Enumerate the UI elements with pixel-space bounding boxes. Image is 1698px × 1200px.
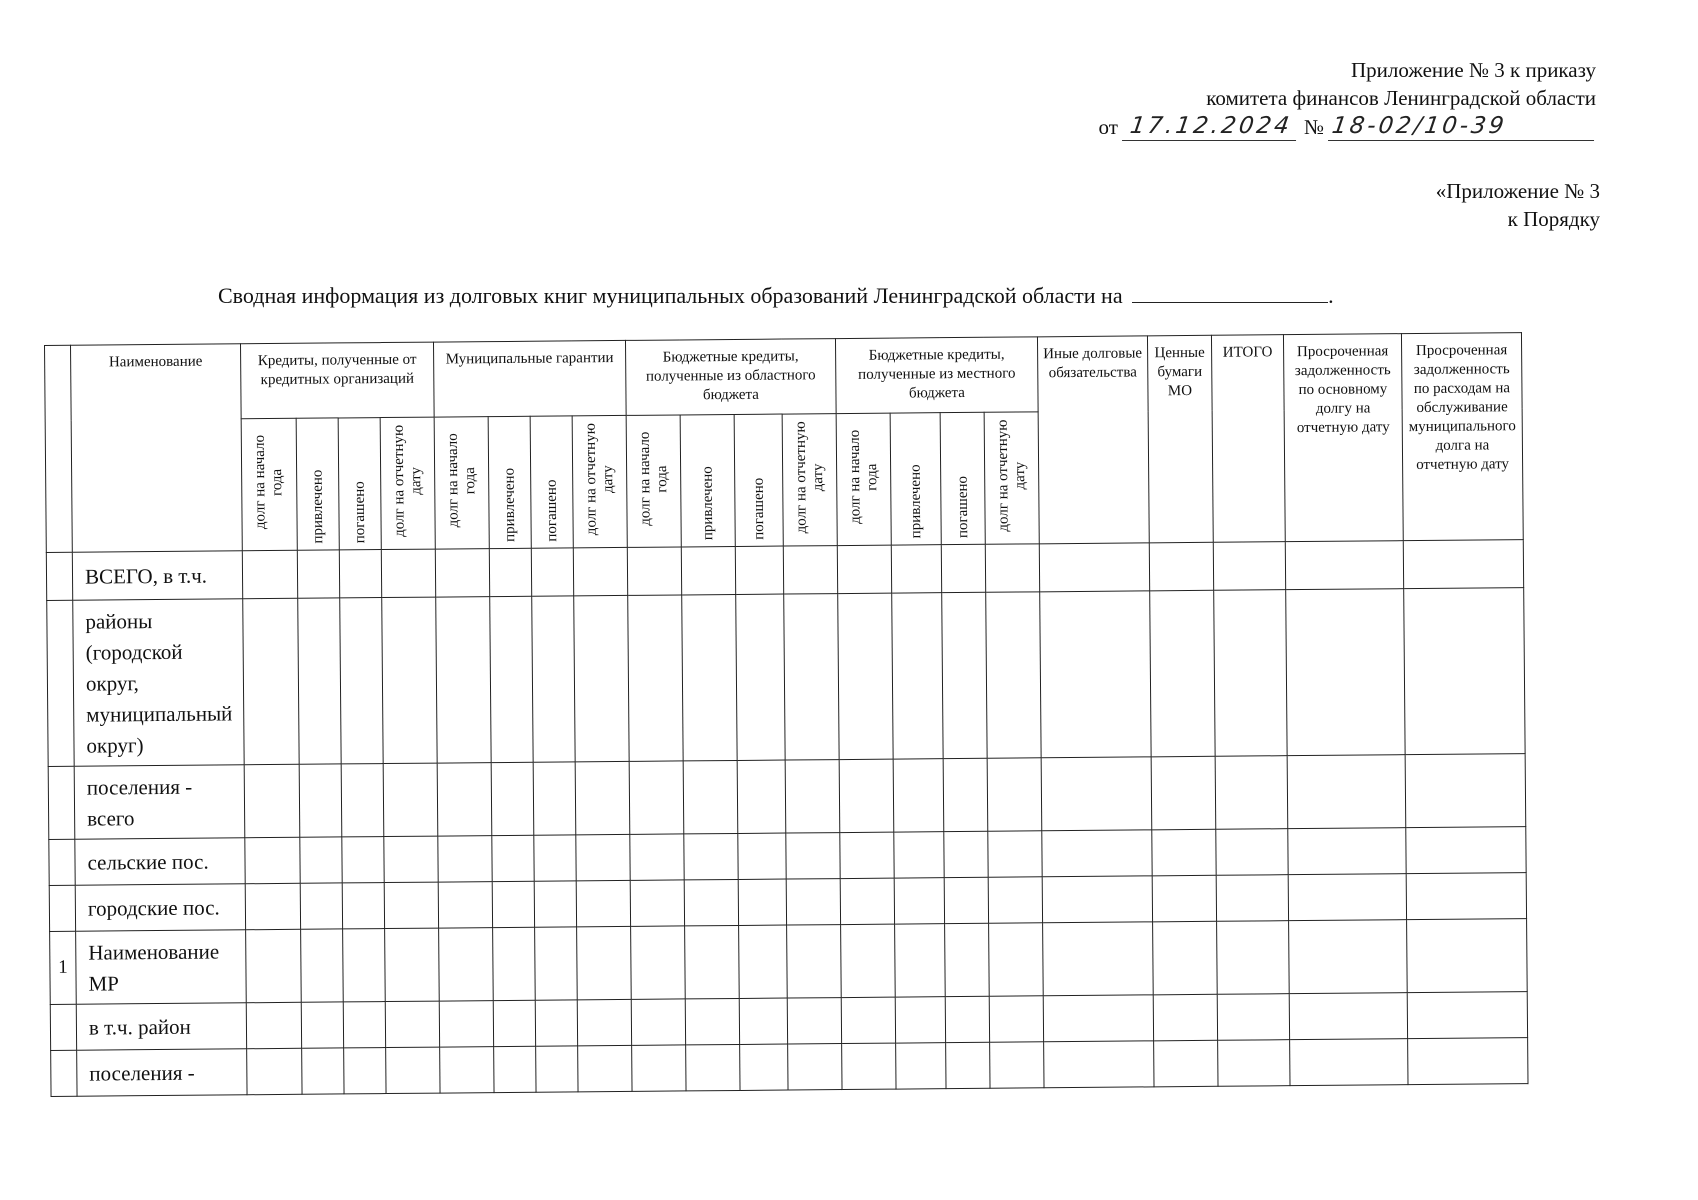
index-header-cell <box>45 345 73 552</box>
empty-value-cell <box>383 763 438 836</box>
subheader-repaid: погашено <box>543 479 560 542</box>
empty-value-cell <box>492 835 534 881</box>
empty-value-cell <box>343 929 386 1002</box>
subheader-attracted: привлечено <box>907 464 924 539</box>
empty-value-cell <box>1213 542 1285 591</box>
subheader-cell <box>782 414 837 546</box>
empty-value-cell <box>985 544 1039 592</box>
empty-value-cell <box>837 545 891 593</box>
procedure-appendix-line1: «Приложение № 3 <box>1435 179 1600 203</box>
empty-value-cell <box>535 927 578 1000</box>
empty-value-cell <box>1405 754 1526 828</box>
empty-value-cell <box>300 883 342 929</box>
row-index-cell <box>50 1004 76 1050</box>
empty-value-cell <box>577 999 631 1045</box>
empty-value-cell <box>735 546 783 594</box>
empty-value-cell <box>894 832 944 878</box>
handwritten-order-date: 17.12.2024 <box>1122 112 1300 141</box>
empty-value-cell <box>1406 827 1526 874</box>
empty-value-cell <box>342 883 384 929</box>
subheader-cell <box>338 418 381 550</box>
empty-value-cell <box>578 1045 632 1091</box>
header-other-obligations: Иные долговые обязательства <box>1037 336 1149 544</box>
empty-value-cell <box>892 593 943 759</box>
number-sign: № <box>1303 115 1324 139</box>
group-header-local-budget-credits: Бюджетные кредиты, полученные из местного бюджета <box>835 337 1038 414</box>
empty-value-cell <box>682 594 737 760</box>
empty-value-cell <box>439 928 494 1001</box>
empty-value-cell <box>341 764 384 837</box>
empty-value-cell <box>385 1001 439 1047</box>
subheader-cell <box>296 418 339 550</box>
subheader-repaid: погашено <box>351 481 368 544</box>
empty-value-cell <box>574 595 629 761</box>
empty-value-cell <box>1041 757 1152 831</box>
row-label: поселения - <box>77 1049 247 1096</box>
empty-value-cell <box>1403 540 1523 589</box>
empty-value-cell <box>1152 829 1216 876</box>
subheader-cell <box>488 416 531 548</box>
empty-value-cell <box>1290 1039 1408 1086</box>
empty-value-cell <box>490 596 533 762</box>
empty-value-cell <box>1039 543 1149 592</box>
empty-value-cell <box>492 881 534 927</box>
subheader-debt-report: долг на отчетную дату <box>994 419 1028 532</box>
subheader-repaid: погашено <box>750 477 767 540</box>
empty-value-cell <box>842 1043 896 1089</box>
empty-value-cell <box>1044 1041 1154 1088</box>
empty-value-cell <box>244 764 300 837</box>
empty-value-cell <box>1287 755 1406 829</box>
empty-value-cell <box>435 549 489 597</box>
empty-value-cell <box>787 998 841 1044</box>
group-header-credit-orgs: Кредиты, полученные от кредитных организаций <box>240 342 434 419</box>
empty-value-cell <box>1286 589 1405 756</box>
empty-value-cell <box>535 1000 577 1046</box>
order-header <box>976 56 1596 141</box>
empty-value-cell <box>840 832 894 878</box>
empty-value-cell <box>1288 828 1406 875</box>
empty-value-cell <box>344 1048 386 1094</box>
empty-value-cell <box>989 923 1044 996</box>
empty-value-cell <box>301 929 344 1002</box>
empty-value-cell <box>987 758 1042 831</box>
empty-value-cell <box>684 879 738 925</box>
table-row <box>47 588 1525 767</box>
empty-value-cell <box>685 925 740 998</box>
empty-value-cell <box>533 762 576 835</box>
row-index-cell <box>49 839 75 885</box>
empty-value-cell <box>946 1042 990 1088</box>
empty-value-cell <box>840 878 894 924</box>
empty-value-cell <box>1407 992 1527 1039</box>
subheader-cell <box>572 415 627 547</box>
empty-value-cell <box>343 1002 385 1048</box>
row-index-cell <box>47 600 74 766</box>
subheader-cell <box>434 417 489 549</box>
empty-value-cell <box>1152 875 1216 922</box>
empty-value-cell <box>785 760 840 833</box>
empty-value-cell <box>945 996 989 1042</box>
row-index-cell <box>46 552 72 600</box>
empty-value-cell <box>684 833 738 879</box>
empty-value-cell <box>1042 830 1152 877</box>
empty-value-cell <box>1289 920 1408 994</box>
empty-value-cell <box>787 925 842 998</box>
empty-value-cell <box>1043 922 1154 996</box>
subheader-cell <box>984 412 1039 544</box>
empty-value-cell <box>534 835 576 881</box>
empty-value-cell <box>896 1043 946 1089</box>
empty-value-cell <box>245 837 300 883</box>
handwritten-order-number: 18-02/10-39 <box>1328 112 1598 141</box>
row-label: сельские пос. <box>75 838 245 885</box>
table-row <box>48 754 1526 840</box>
table-row <box>50 919 1528 1005</box>
appendix-line: Приложение № 3 к приказу <box>1351 58 1596 82</box>
name-header: Наименование <box>71 344 243 552</box>
header-total: ИТОГО <box>1211 335 1285 543</box>
procedure-appendix-line2: к Порядку <box>1507 207 1600 231</box>
empty-value-cell <box>986 592 1041 758</box>
empty-value-cell <box>737 760 786 833</box>
empty-value-cell <box>1216 829 1288 876</box>
empty-value-cell <box>1404 588 1525 755</box>
empty-value-cell <box>1285 541 1403 590</box>
empty-value-cell <box>841 924 896 997</box>
empty-value-cell <box>944 877 988 923</box>
empty-value-cell <box>627 547 681 595</box>
row-label: ВСЕГО, в т.ч. <box>72 551 242 600</box>
empty-value-cell <box>577 926 632 999</box>
empty-value-cell <box>493 1000 535 1046</box>
empty-value-cell <box>437 763 492 836</box>
empty-value-cell <box>683 760 738 833</box>
empty-value-cell <box>301 1002 343 1048</box>
table-body <box>46 540 1528 1097</box>
empty-value-cell <box>532 596 575 762</box>
empty-value-cell <box>783 546 837 594</box>
empty-value-cell <box>838 593 893 759</box>
subheader-repaid: погашено <box>954 475 971 539</box>
empty-value-cell <box>685 998 739 1044</box>
empty-value-cell <box>893 759 944 832</box>
empty-value-cell <box>440 1047 494 1093</box>
empty-value-cell <box>536 1046 578 1092</box>
row-label: поселения - всего <box>74 765 245 839</box>
subheader-cell <box>241 418 297 550</box>
empty-value-cell <box>1214 590 1287 757</box>
subheader-debt-start: долг на начало года <box>251 434 286 530</box>
empty-value-cell <box>990 1042 1044 1088</box>
row-index-cell <box>49 885 75 931</box>
subheader-cell <box>940 412 985 544</box>
empty-value-cell <box>1150 590 1215 757</box>
empty-value-cell <box>438 836 492 882</box>
title-text: Сводная информация из долговых книг муниципальных образований Ленинградской области на <box>218 283 1123 308</box>
empty-value-cell <box>342 837 384 883</box>
empty-value-cell <box>381 549 435 597</box>
header-overdue-principal: Просроченная задолженность по основному долгу на отчетную дату <box>1283 334 1403 542</box>
empty-value-cell <box>786 879 840 925</box>
empty-value-cell <box>1043 995 1153 1042</box>
empty-value-cell <box>386 1047 440 1093</box>
row-index-cell: 1 <box>50 931 77 1004</box>
empty-value-cell <box>784 594 839 760</box>
empty-value-cell <box>439 1001 493 1047</box>
empty-value-cell <box>1217 921 1290 995</box>
from-label: от <box>1098 115 1118 139</box>
empty-value-cell <box>1153 921 1218 995</box>
empty-value-cell <box>941 544 985 592</box>
empty-value-cell <box>739 925 788 998</box>
empty-value-cell <box>340 598 383 764</box>
empty-value-cell <box>632 1045 686 1091</box>
empty-value-cell <box>786 833 840 879</box>
header-overdue-servicing: Просроченная задолженность по расходам на обслуживание муниципального долга на отчетную дату <box>1401 333 1523 541</box>
row-label: районы (городской округ, муниципальный округ) <box>73 599 244 766</box>
document-title <box>218 283 1334 309</box>
empty-value-cell <box>573 547 627 595</box>
empty-value-cell <box>1408 1038 1528 1085</box>
empty-value-cell <box>385 928 440 1001</box>
empty-value-cell <box>631 926 686 999</box>
empty-value-cell <box>1154 1040 1218 1087</box>
subheader-debt-start: долг на начало года <box>846 429 880 525</box>
empty-value-cell <box>628 595 683 761</box>
empty-value-cell <box>1151 756 1216 830</box>
group-header-municipal-guarantees: Муниципальные гарантии <box>433 340 626 417</box>
row-index-cell <box>51 1050 77 1096</box>
empty-value-cell <box>299 764 342 837</box>
empty-value-cell <box>629 761 684 834</box>
empty-value-cell <box>944 831 988 877</box>
empty-value-cell <box>243 598 299 764</box>
empty-value-cell <box>245 883 300 929</box>
subheader-cell <box>626 415 681 547</box>
empty-value-cell <box>895 924 946 997</box>
empty-value-cell <box>576 880 630 926</box>
empty-value-cell <box>1040 591 1151 758</box>
empty-value-cell <box>493 927 536 1000</box>
subheader-attracted: привлечено <box>699 466 716 541</box>
empty-value-cell <box>575 761 630 834</box>
empty-value-cell <box>1215 756 1288 830</box>
row-label: в т.ч. район <box>76 1003 246 1050</box>
empty-value-cell <box>788 1044 842 1090</box>
committee-line: комитета финансов Ленинградской области <box>1206 86 1596 110</box>
empty-value-cell <box>839 759 894 832</box>
empty-value-cell <box>989 996 1043 1042</box>
row-label: Наименование МР <box>76 930 247 1004</box>
row-label: городские пос. <box>75 884 245 931</box>
subheader-cell <box>734 414 783 546</box>
empty-value-cell <box>1042 876 1152 923</box>
empty-value-cell <box>895 997 945 1043</box>
empty-value-cell <box>942 592 987 758</box>
debt-summary-table <box>44 332 1529 1097</box>
empty-value-cell <box>988 877 1042 923</box>
empty-value-cell <box>242 550 297 598</box>
empty-value-cell <box>438 882 492 928</box>
empty-value-cell <box>1407 919 1528 993</box>
row-index-cell <box>48 766 75 839</box>
subheader-debt-start: долг на начало года <box>636 431 670 526</box>
empty-value-cell <box>894 878 944 924</box>
empty-value-cell <box>300 837 342 883</box>
subheader-debt-report: долг на отчетную дату <box>792 421 826 534</box>
empty-value-cell <box>246 1002 301 1048</box>
empty-value-cell <box>1289 993 1407 1040</box>
order-date-number-line <box>1099 112 1596 141</box>
subheader-debt-report: долг на отчетную дату <box>390 424 424 538</box>
subheader-debt-report: долг на отчетную дату <box>582 423 616 536</box>
empty-value-cell <box>841 997 895 1043</box>
empty-value-cell <box>297 550 339 598</box>
group-header-regional-budget-credits: Бюджетные кредиты, полученные из областного бюджета <box>625 339 836 416</box>
empty-value-cell <box>382 597 437 763</box>
subheader-cell <box>890 413 941 545</box>
empty-value-cell <box>491 762 534 835</box>
empty-value-cell <box>534 881 576 927</box>
subheader-cell <box>836 413 891 545</box>
date-blank-line <box>1132 284 1328 303</box>
empty-value-cell <box>531 548 573 596</box>
empty-value-cell <box>1153 994 1217 1041</box>
header-securities: Ценные бумаги МО <box>1147 335 1213 543</box>
empty-value-cell <box>1288 874 1406 921</box>
empty-value-cell <box>630 880 684 926</box>
empty-value-cell <box>736 594 785 760</box>
empty-value-cell <box>738 833 786 879</box>
empty-value-cell <box>384 882 438 928</box>
subheader-debt-start: долг на начало года <box>444 433 478 528</box>
empty-value-cell <box>489 548 531 596</box>
empty-value-cell <box>739 998 787 1044</box>
empty-value-cell <box>945 923 990 996</box>
empty-value-cell <box>246 929 302 1002</box>
empty-value-cell <box>576 834 630 880</box>
empty-value-cell <box>494 1046 536 1092</box>
empty-value-cell <box>302 1048 344 1094</box>
subheader-cell <box>380 417 435 549</box>
empty-value-cell <box>384 836 438 882</box>
empty-value-cell <box>1216 875 1288 922</box>
empty-value-cell <box>631 999 685 1045</box>
empty-value-cell <box>740 1044 788 1090</box>
procedure-appendix <box>1180 177 1600 233</box>
empty-value-cell <box>436 597 491 763</box>
empty-value-cell <box>686 1044 740 1090</box>
empty-value-cell <box>943 758 988 831</box>
subheader-cell <box>530 416 573 548</box>
empty-value-cell <box>891 545 941 593</box>
empty-value-cell <box>1406 873 1526 920</box>
empty-value-cell <box>988 831 1042 877</box>
empty-value-cell <box>1149 542 1213 591</box>
empty-value-cell <box>1217 994 1289 1041</box>
title-suffix: . <box>1328 283 1334 308</box>
empty-value-cell <box>298 598 341 764</box>
empty-value-cell <box>738 879 786 925</box>
empty-value-cell <box>681 546 735 594</box>
empty-value-cell <box>1218 1040 1290 1087</box>
empty-value-cell <box>339 550 381 598</box>
subheader-attracted: привлечено <box>501 467 518 543</box>
empty-value-cell <box>247 1048 302 1094</box>
empty-value-cell <box>630 834 684 880</box>
subheader-attracted: привлечено <box>309 469 326 544</box>
subheader-cell <box>680 414 735 546</box>
